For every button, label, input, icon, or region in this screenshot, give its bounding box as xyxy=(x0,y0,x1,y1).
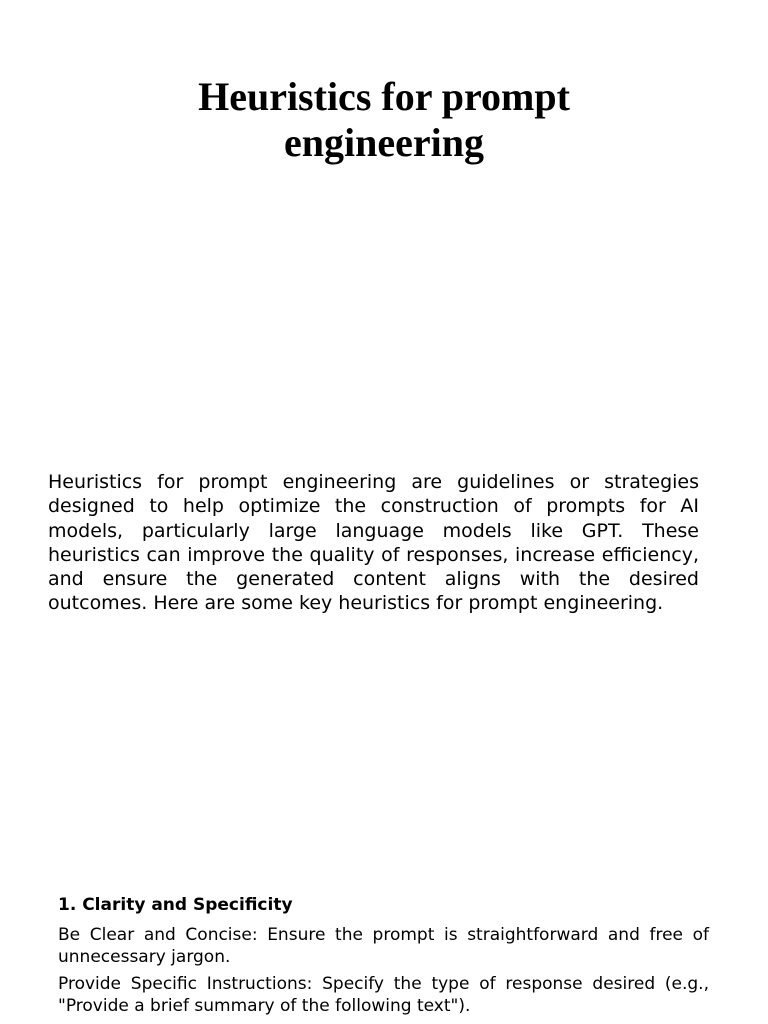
section-heading: 1. Clarity and Specificity xyxy=(58,895,293,915)
section-paragraph-be-clear: Be Clear and Concise: Ensure the prompt is straightforward and free of unnecessary jargon. xyxy=(58,925,709,967)
section-clarity xyxy=(58,893,709,1023)
page-title: Heuristics for prompt engineering xyxy=(198,74,570,165)
intro-paragraph: Heuristics for prompt engineering are guidelines or strategies designed to help optimize the construction of prompts for AI models, particularly large language models like GPT. These heuristics can improve the quality of responses, increase efficiency, and ensure the generated content aligns with the desired outcomes. Here are some key heuristics for prompt engineering. xyxy=(48,471,699,615)
section-paragraph-specific-instructions: Provide Specific Instructions: Specify the type of response desired (e.g., "Provide a brief summary of the following text"). xyxy=(58,974,709,1016)
